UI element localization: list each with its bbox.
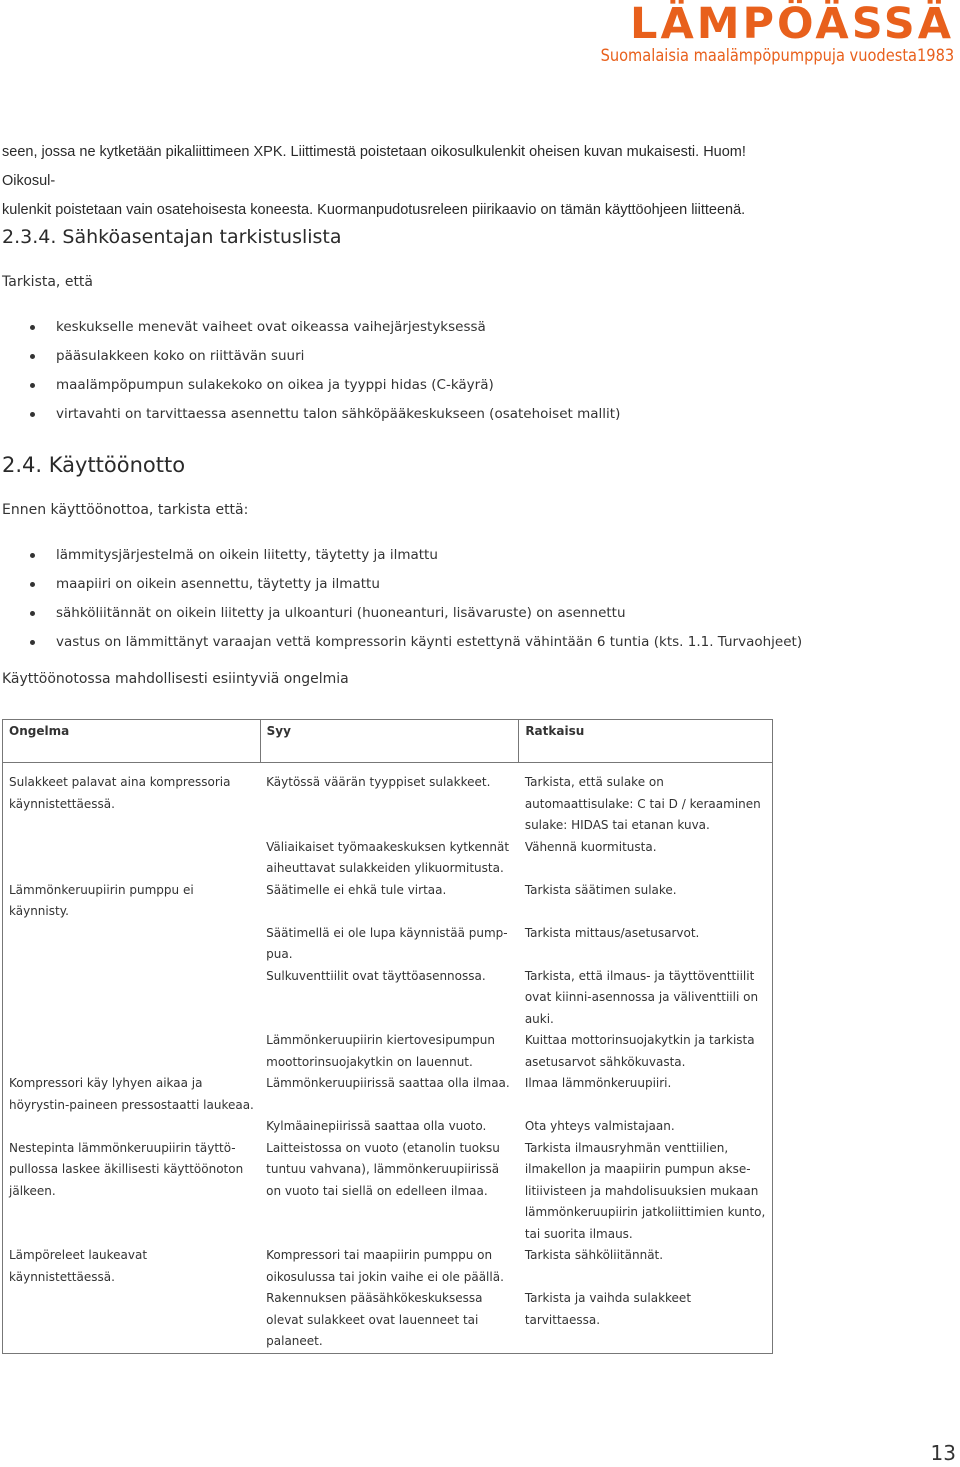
section-heading-234: 2.3.4. Sähköasentajan tarkistuslista xyxy=(2,226,342,248)
solution-cell: Tarkista ja vaihda sulakkeet tarvittaessa. xyxy=(524,1291,692,1327)
list-item xyxy=(0,628,802,657)
table-row xyxy=(3,1245,773,1288)
cause-cell: Väliaikaiset työmaakeskuksen kytkennät aiheuttavat sulakkeiden ylikuormitusta. xyxy=(266,839,510,875)
logo-title: LÄMPÖÄSSÄ xyxy=(630,0,954,49)
cause-cell: Säätimelle ei ehkä tule virtaa. xyxy=(266,882,447,897)
problem-cell: Lämpöreleet laukeavat käynnistettäessä. xyxy=(9,1248,148,1284)
bullet-icon xyxy=(30,582,35,587)
list-item-text: virtavahti on tarvittaessa asennettu talon sähköpääkeskukseen (osatehoiset mallit) xyxy=(56,406,621,422)
troubleshooting-table xyxy=(2,719,773,1354)
problems-title: Käyttöönotossa mahdollisesti esiintyviä ongelmia xyxy=(2,671,349,687)
list-item xyxy=(0,313,620,342)
column-header-cause: Syy xyxy=(260,720,519,763)
problem-cell xyxy=(3,837,261,880)
brand-logo xyxy=(543,2,954,66)
section-heading-24: 2.4. Käyttöönotto xyxy=(2,453,186,477)
checklist-24 xyxy=(0,541,802,657)
cause-cell: Kylmäainepiirissä saattaa olla vuoto. xyxy=(266,1119,487,1133)
problem-cell xyxy=(3,923,261,966)
page-number: 13 xyxy=(930,1441,956,1465)
list-item xyxy=(0,342,620,371)
list-item-text: pääsulakkeen koko on riittävän suuri xyxy=(56,348,305,364)
problem-cell xyxy=(3,1288,261,1353)
bullet-icon xyxy=(30,354,35,359)
table-header-row xyxy=(3,720,773,763)
cause-cell: Rakennuksen pääsähkökeskuksessa olevat sulakkeet ovat lauenneet tai palaneet. xyxy=(266,1291,483,1348)
list-item xyxy=(0,541,802,570)
cause-cell: Lämmönkeruupiirissä saattaa olla ilmaa. xyxy=(266,1076,510,1090)
table-row xyxy=(3,1288,773,1353)
table-row xyxy=(3,837,773,880)
intro-line-1: seen, jossa ne kytketään pikaliittimeen XPK. Liittimestä poistetaan oikosulkulenkit oheisen kuvan mukaisesti. Huom! Oikosul- xyxy=(2,144,746,189)
cause-cell: Laitteistossa on vuoto (etanolin tuoksu tuntuu vahvana), lämmönkeruupiirissä on vuoto tai siellä on edelleen ilmaa. xyxy=(266,1140,500,1198)
column-header-problem: Ongelma xyxy=(3,720,261,763)
cause-cell: Säätimellä ei ole lupa käynnistää pump-pua. xyxy=(266,925,508,961)
bullet-icon xyxy=(30,553,35,558)
table-row xyxy=(3,1138,773,1246)
problem-cell: Kompressori käy lyhyen aikaa ja höyrystin-paineen pressostaatti laukeaa. xyxy=(9,1076,254,1112)
problem-cell xyxy=(3,1116,261,1138)
solution-cell: Kuittaa mottorinsuojakytkin ja tarkista asetusarvot sähkökuvasta. xyxy=(524,1033,755,1069)
solution-cell: Ilmaa lämmönkeruupiiri. xyxy=(524,1076,672,1090)
logo-tagline: Suomalaisia maalämpöpumppuja vuodesta1983 xyxy=(600,46,954,66)
checklist-234 xyxy=(0,313,620,429)
list-item-text: keskukselle menevät vaiheet ovat oikeassa vaihejärjestyksessä xyxy=(56,319,486,335)
list-item-text: sähköliitännät on oikein liitetty ja ulkoanturi (huoneanturi, lisävaruste) on asennettu xyxy=(56,605,626,621)
column-header-solution: Ratkaisu xyxy=(519,720,773,763)
solution-cell: Tarkista säätimen sulake. xyxy=(524,882,677,897)
problem-cell xyxy=(3,966,261,1031)
solution-cell: Tarkista ilmausryhmän venttiilien, ilmakellon ja maapiirin pumpun akse-litiivisteen ja mahdolisuuksien mukaan lämmönkeruupiirin jatkoliittimien kunto, tai suorita ilmaus. xyxy=(524,1140,766,1241)
cause-cell: Lämmönkeruupiirin kiertovesipumpun moottorinsuojakytkin on lauennut. xyxy=(266,1033,495,1069)
solution-cell: Tarkista, että sulake on automaattisulake: C tai D / keraaminen sulake: HIDAS tai etanan kuva. xyxy=(524,775,761,832)
problem-cell: Lämmönkeruupiirin pumppu ei käynnisty. xyxy=(9,882,194,918)
list-item-text: lämmitysjärjestelmä on oikein liitetty, täytetty ja ilmattu xyxy=(56,547,438,563)
problem-cell: Sulakkeet palavat aina kompressoria käynnistettäessä. xyxy=(9,775,231,811)
table-row xyxy=(3,923,773,966)
list-item xyxy=(0,570,802,599)
bullet-icon xyxy=(30,640,35,645)
table-row xyxy=(3,1030,773,1073)
list-item xyxy=(0,400,620,429)
table-row xyxy=(3,1116,773,1138)
list-item xyxy=(0,371,620,400)
bullet-icon xyxy=(30,412,35,417)
list-item-text: maalämpöpumpun sulakekoko on oikea ja tyyppi hidas (C-käyrä) xyxy=(56,377,494,393)
cause-cell: Sulkuventtiilit ovat täyttöasennossa. xyxy=(266,968,486,983)
bullet-icon xyxy=(30,383,35,388)
table-row xyxy=(3,966,773,1031)
solution-cell: Tarkista mittaus/asetusarvot. xyxy=(524,925,700,940)
solution-cell: Tarkista, että ilmaus- ja täyttöventtiilit ovat kiinni-asennossa ja väliventtiili on auki. xyxy=(524,968,759,1026)
section-24-lead: Ennen käyttöönottoa, tarkista että: xyxy=(2,502,249,518)
cause-cell: Kompressori tai maapiirin pumppu on oikosulussa tai jokin vaihe ei ole päällä. xyxy=(266,1248,504,1284)
table-row xyxy=(3,763,773,837)
table-row xyxy=(3,880,773,923)
solution-cell: Tarkista sähköliitännät. xyxy=(524,1248,664,1262)
solution-cell: Vähennä kuormitusta. xyxy=(524,839,657,854)
problem-cell: Nestepinta lämmönkeruupiirin täyttö-pullossa laskee äkillisesti käyttöönoton jälkeen. xyxy=(9,1140,244,1198)
list-item-text: maapiiri on oikein asennettu, täytetty ja ilmattu xyxy=(56,576,380,592)
intro-line-2: kulenkit poistetaan vain osatehoisesta koneesta. Kuormanpudotusreleen piirikaavio on tämän käyttöohjeen liitteenä. xyxy=(2,202,746,218)
section-234-lead: Tarkista, että xyxy=(2,274,93,290)
table-row xyxy=(3,1073,773,1116)
list-item xyxy=(0,599,802,628)
bullet-icon xyxy=(30,611,35,616)
bullet-icon xyxy=(30,325,35,330)
solution-cell: Ota yhteys valmistajaan. xyxy=(524,1119,675,1133)
intro-paragraph xyxy=(2,138,762,225)
table-body xyxy=(3,763,773,1354)
cause-cell: Käytössä väärän tyyppiset sulakkeet. xyxy=(266,775,491,789)
problem-cell xyxy=(3,1030,261,1073)
list-item-text: vastus on lämmittänyt varaajan vettä kompressorin käynti estettynä vähintään 6 tuntia (kts. 1.1. Turvaohjeet) xyxy=(56,634,803,650)
